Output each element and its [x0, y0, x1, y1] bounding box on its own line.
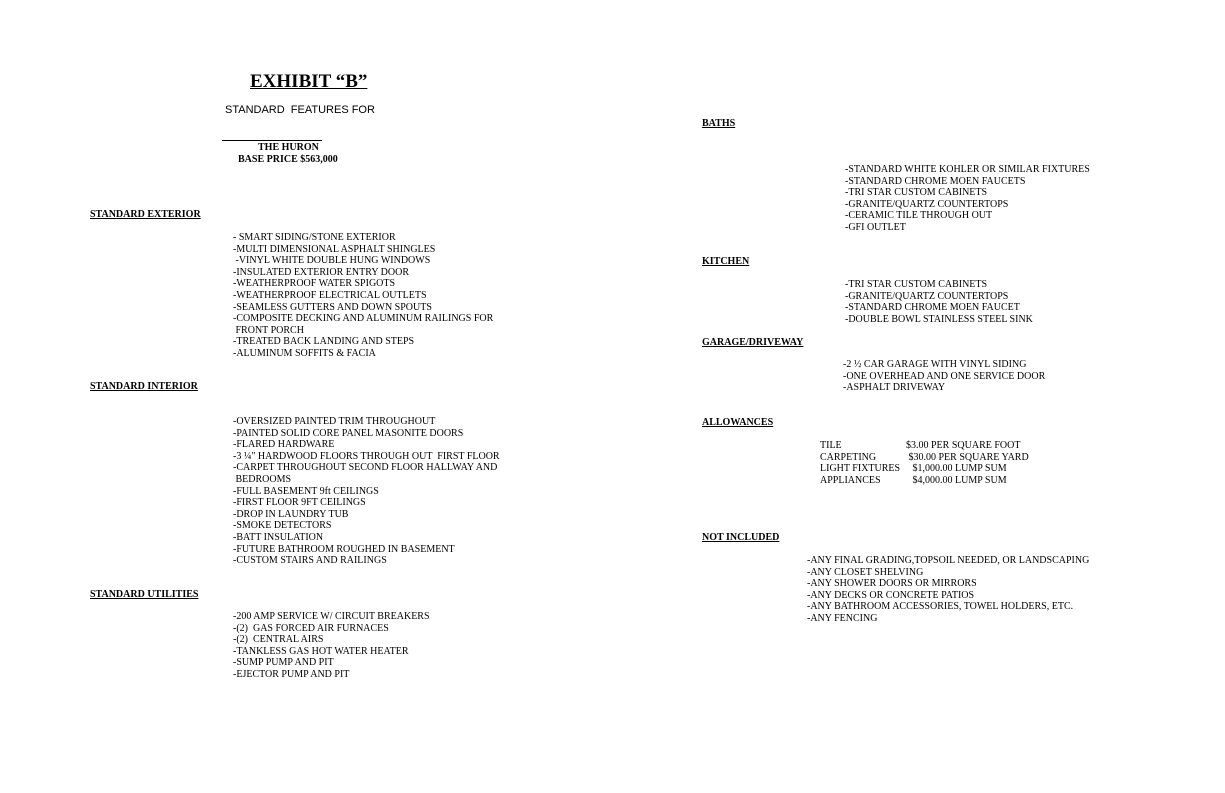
- list-item: -DROP IN LAUNDRY TUB: [233, 508, 349, 520]
- list-item: -STANDARD CHROME MOEN FAUCETS: [845, 175, 1026, 187]
- list-item: -ANY DECKS OR CONCRETE PATIOS: [807, 589, 975, 601]
- baths-heading: BATHS: [702, 118, 736, 129]
- list-item: -ANY FINAL GRADING,TOPSOIL NEEDED, OR LANDSCAPING: [807, 555, 1090, 566]
- list-item: -ALUMINUM SOFFITS & FACIA: [233, 347, 376, 359]
- allowance-label: TILE: [820, 440, 842, 451]
- baths-list: [845, 164, 1090, 234]
- list-item: -GRANITE/QUARTZ COUNTERTOPS: [845, 290, 1009, 302]
- list-item: -TRI STAR CUSTOM CABINETS: [845, 279, 988, 290]
- list-item: -TANKLESS GAS HOT WATER HEATER: [233, 645, 409, 657]
- allowance-label: CARPETING: [820, 451, 877, 463]
- model-name: THE HURON: [258, 142, 319, 153]
- interior-heading: STANDARD INTERIOR: [90, 381, 198, 392]
- list-item: -CARPET THROUGHOUT SECOND FLOOR HALLWAY AND: [233, 462, 498, 474]
- list-item: -ONE OVERHEAD AND ONE SERVICE DOOR: [843, 370, 1046, 382]
- list-item: -FLARED HARDWARE: [233, 439, 335, 451]
- allowance-value: $3.00 PER SQUARE FOOT: [906, 440, 1021, 451]
- list-item: -ANY SHOWER DOORS OR MIRRORS: [807, 578, 977, 590]
- allowance-value: $4,000.00 LUMP SUM: [910, 474, 1007, 486]
- list-item: -OVERSIZED PAINTED TRIM THROUGHOUT: [233, 416, 436, 427]
- list-item: -(2) GAS FORCED AIR FURNACES: [233, 622, 389, 634]
- kitchen-heading: KITCHEN: [702, 256, 750, 267]
- list-item: -PAINTED SOLID CORE PANEL MASONITE DOORS: [233, 427, 464, 439]
- list-item: -200 AMP SERVICE W/ CIRCUIT BREAKERS: [233, 611, 430, 622]
- list-item: -(2) CENTRAL AIRS: [233, 634, 324, 646]
- interior-list: [233, 416, 500, 567]
- exhibit-title: EXHIBIT “B”: [250, 71, 368, 92]
- list-item: -DOUBLE BOWL STAINLESS STEEL SINK: [845, 313, 1033, 325]
- list-item: -GFI OUTLET: [845, 221, 906, 233]
- list-item: -FUTURE BATHROOM ROUGHED IN BASEMENT: [233, 543, 455, 555]
- list-item: -FULL BASEMENT 9ft CEILINGS: [233, 485, 379, 497]
- allowance-value: $1,000.00 LUMP SUM: [910, 463, 1007, 475]
- exterior-heading: STANDARD EXTERIOR: [90, 209, 201, 220]
- allowance-value: $30.00 PER SQUARE YARD: [906, 451, 1029, 463]
- list-item: - SMART SIDING/STONE EXTERIOR: [233, 232, 396, 243]
- allowance-label: LIGHT FIXTURES: [820, 463, 901, 475]
- list-item: -COMPOSITE DECKING AND ALUMINUM RAILINGS FOR: [233, 313, 494, 325]
- list-item: -SMOKE DETECTORS: [233, 520, 332, 532]
- allowance-label: APPLIANCES: [820, 474, 881, 486]
- list-item: -WEATHERPROOF ELECTRICAL OUTLETS: [233, 289, 427, 301]
- kitchen-list: [845, 279, 1033, 325]
- list-item: -ANY FENCING: [807, 612, 878, 624]
- list-item: -2 ½ CAR GARAGE WITH VINYL SIDING: [843, 359, 1027, 370]
- list-item: -FIRST FLOOR 9FT CEILINGS: [233, 497, 366, 509]
- not-included-list: [807, 555, 1089, 625]
- features-subtitle: STANDARD FEATURES FOR: [225, 104, 375, 116]
- not-included-heading: NOT INCLUDED: [702, 532, 780, 543]
- list-item: -TRI STAR CUSTOM CABINETS: [845, 187, 988, 199]
- list-item: -INSULATED EXTERIOR ENTRY DOOR: [233, 266, 410, 278]
- garage-heading: GARAGE/DRIVEWAY: [702, 337, 804, 348]
- garage-list: [843, 359, 1045, 394]
- allowances-heading: ALLOWANCES: [702, 417, 774, 428]
- list-item: -STANDARD CHROME MOEN FAUCET: [845, 302, 1020, 314]
- list-item: -ANY CLOSET SHELVING: [807, 566, 924, 578]
- list-item: BEDROOMS: [233, 473, 292, 485]
- list-item: -BATT INSULATION: [233, 531, 324, 543]
- list-item: -3 ¼" HARDWOOD FLOORS THROUGH OUT FIRST FLOOR: [233, 450, 500, 462]
- list-item: -VINYL WHITE DOUBLE HUNG WINDOWS: [233, 255, 431, 267]
- list-item: -EJECTOR PUMP AND PIT: [233, 668, 350, 680]
- list-item: -ANY BATHROOM ACCESSORIES, TOWEL HOLDERS, ETC.: [807, 601, 1074, 613]
- base-price: BASE PRICE $563,000: [238, 154, 338, 165]
- list-item: -WEATHERPROOF WATER SPIGOTS: [233, 278, 396, 290]
- list-item: -GRANITE/QUARTZ COUNTERTOPS: [845, 198, 1009, 210]
- list-item: -CUSTOM STAIRS AND RAILINGS: [233, 555, 387, 567]
- list-item: -STANDARD WHITE KOHLER OR SIMILAR FIXTURES: [845, 164, 1090, 175]
- list-item: -ASPHALT DRIVEWAY: [843, 382, 946, 394]
- utilities-heading: STANDARD UTILITIES: [90, 589, 199, 600]
- blank-line: [222, 140, 322, 141]
- list-item: -SUMP PUMP AND PIT: [233, 657, 334, 669]
- list-item: -SEAMLESS GUTTERS AND DOWN SPOUTS: [233, 301, 432, 313]
- list-item: FRONT PORCH: [233, 324, 304, 336]
- utilities-list: [233, 611, 430, 681]
- list-item: -CERAMIC TILE THROUGH OUT: [845, 210, 993, 222]
- list-item: -TREATED BACK LANDING AND STEPS: [233, 336, 415, 348]
- exterior-list: [233, 232, 493, 360]
- list-item: -MULTI DIMENSIONAL ASPHALT SHINGLES: [233, 243, 436, 255]
